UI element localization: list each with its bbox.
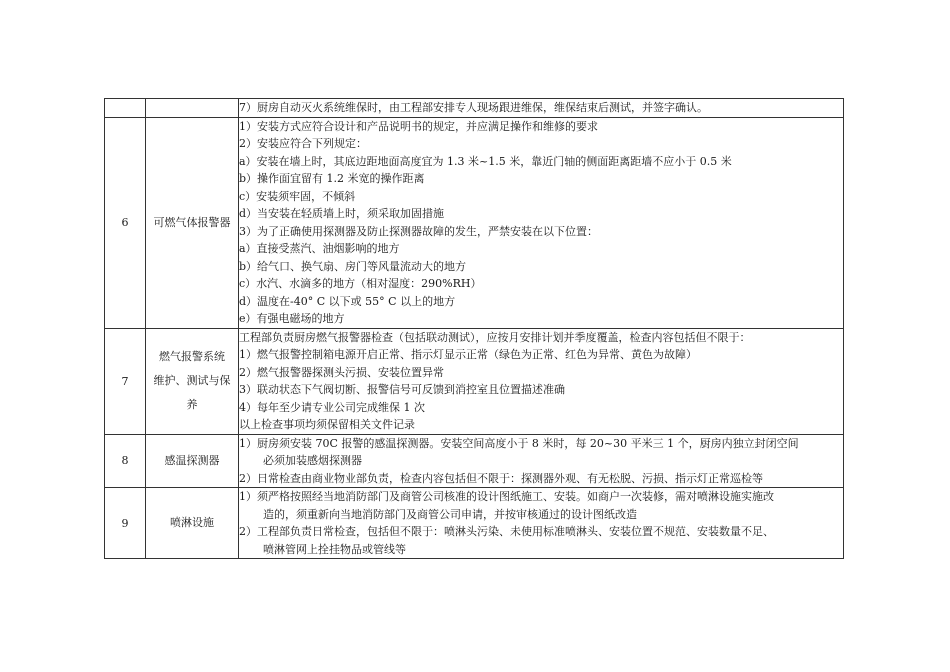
content-line: 2）安装应符合下列规定：	[239, 137, 367, 150]
table-row	[105, 328, 844, 434]
content-line: 7）厨房自动灭火系统维保时，由工程部安排专人现场跟进维保，维保结束后测试，并签字确认。	[239, 101, 708, 114]
item-content	[239, 117, 844, 328]
item-name-line: 维护、测试与保	[153, 374, 231, 387]
content-line: 1）燃气报警控制箱电源开启正常、指示灯显示正常（绿色为正常、红色为异常、黄色为故障）	[239, 348, 697, 361]
content-line: 喷淋管网上拴挂物品或管线等	[263, 542, 406, 556]
row-number: 9	[105, 488, 146, 559]
content-line: b）给气口、换气扇、房门等风量流动大的地方	[239, 259, 467, 273]
item-name-line: 燃气报警系统	[159, 350, 225, 363]
content-line: 1）须严格按照经当地消防部门及商管公司核准的设计图纸施工、安装。如商户一次装修，需对喷淋设施实施改	[239, 490, 774, 503]
item-name: 感温探测器	[146, 434, 239, 488]
item-name: 喷淋设施	[146, 488, 239, 559]
item-name	[146, 99, 239, 118]
content-line: b）操作面宜留有 1.2 米宽的操作距离	[239, 172, 425, 185]
content-line: c）水汽、水滴多的地方（相对湿度：290%RH）	[239, 277, 482, 290]
content-line: 1）厨房须安装 70C 报警的感温探测器。安装空间高度小于 8 米时，每 20~30 平米三 1 个，厨房内独立封闭空间	[239, 436, 799, 450]
table-row	[105, 488, 844, 559]
item-name	[146, 328, 239, 434]
item-name-line: 养	[186, 398, 198, 411]
content-line: 2）日常检查由商业物业部负责，检查内容包括但不限于：探测器外观、有无松脱、污损、指示灯正常巡检等	[239, 471, 763, 485]
row-number: 6	[105, 117, 146, 328]
content-line: a）直接受蒸汽、油烟影响的地方	[239, 242, 400, 255]
content-line: e）有强电磁场的地方	[239, 312, 345, 325]
item-content	[239, 488, 844, 559]
table-row	[105, 117, 844, 328]
content-line: a）安装在墙上时，其底边距地面高度宜为 1.3 米~1.5 米，靠近门轴的侧面距离距墙不应小于 0.5 米	[239, 154, 732, 168]
content-line: 必须加装感烟探测器	[263, 454, 362, 467]
item-content	[239, 99, 844, 118]
item-content	[239, 434, 844, 488]
content-line: d）当安装在轻质墙上时，须采取加固措施	[239, 207, 445, 220]
table-row	[105, 434, 844, 488]
row-number: 7	[105, 328, 146, 434]
row-number	[105, 99, 146, 118]
item-name: 可燃气体报警器	[146, 117, 239, 328]
content-line: 4）每年至少请专业公司完成维保 1 次	[239, 400, 425, 414]
table-row	[105, 99, 844, 118]
content-line: d）温度在-40° C 以下或 55° C 以上的地方	[239, 294, 456, 308]
content-line: 3）为了正确使用探测器及防止探测器故障的发生，严禁安装在以下位置：	[239, 224, 598, 238]
row-number: 8	[105, 434, 146, 488]
content-line: 工程部负责厨房燃气报警器检查（包括联动测试），应按月安排计划并季度覆盖，检查内容包括但不限于：	[239, 330, 751, 344]
content-line: 1）安装方式应符合设计和产品说明书的规定，并应满足操作和维修的要求	[239, 119, 598, 133]
content-line: 造的，须重新向当地消防部门及商管公司申请，并按审核通过的设计图纸改造	[263, 507, 637, 521]
content-line: 以上检查事项均须保留相关文件记录	[239, 418, 415, 431]
content-line: 3）联动状态下气阀切断、报警信号可反馈到消控室且位置描述准确	[239, 383, 565, 396]
spec-table	[104, 98, 844, 559]
content-line: 2）工程部负责日常检查，包括但不限于：喷淋头污染、未使用标准喷淋头、安装位置不规范、安装数量不足、	[239, 525, 774, 538]
item-content	[239, 328, 844, 434]
content-line: c）安装须牢固，不倾斜	[239, 189, 356, 203]
content-line: 2）燃气报警器探测头污损、安装位置异常	[239, 365, 444, 379]
